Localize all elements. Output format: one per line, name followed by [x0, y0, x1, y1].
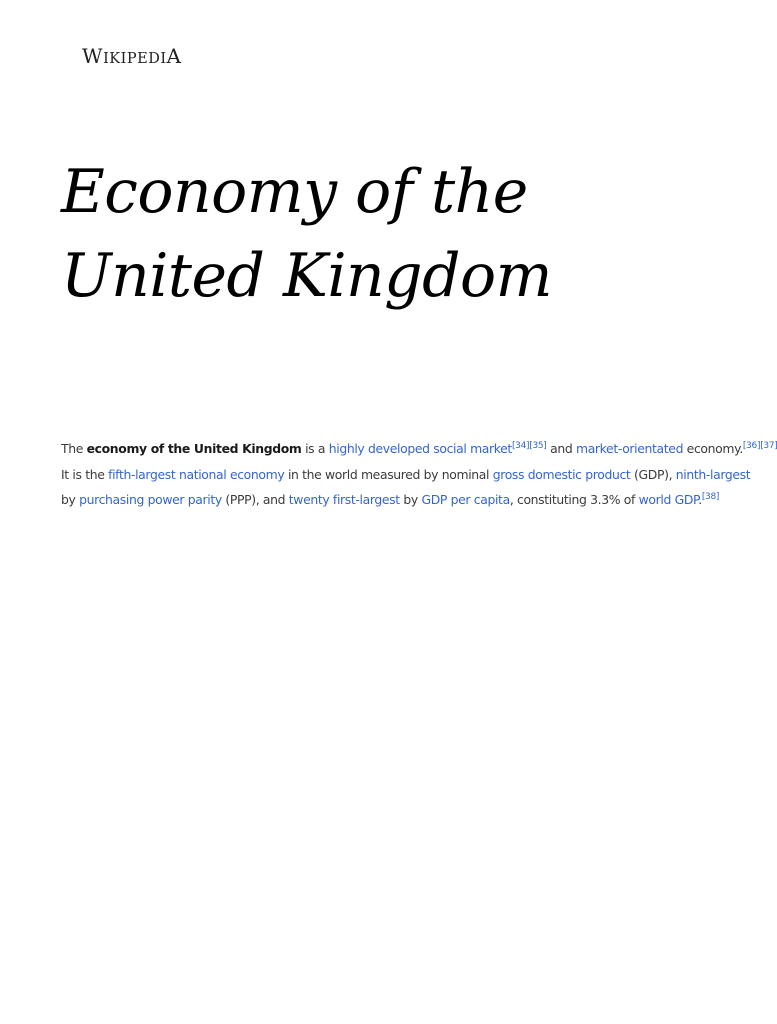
- citation-group-34-35: [512, 441, 547, 451]
- citation-36[interactable]: [36]: [742, 441, 761, 451]
- link-gross-domestic-product[interactable]: gross domestic product: [492, 466, 631, 482]
- link-twenty-first-largest[interactable]: twenty first-largest: [288, 492, 400, 507]
- citation-group-38: [702, 492, 719, 502]
- lead-text: and: [546, 441, 576, 456]
- article-lead-paragraph: [61, 436, 777, 513]
- link-gdp-per-capita[interactable]: GDP per capita: [421, 492, 510, 507]
- link-highly-developed-social-market[interactable]: highly developed social market: [328, 441, 512, 456]
- lead-text: The: [61, 441, 87, 456]
- link-ninth-largest[interactable]: ninth-largest: [675, 466, 751, 482]
- link-market-orientated[interactable]: market-orientated: [575, 441, 684, 456]
- citation-35[interactable]: [35]: [529, 441, 547, 451]
- wordmark-first-letter: W: [82, 44, 104, 68]
- wikipedia-wordmark-link[interactable]: [82, 44, 182, 68]
- lead-line-2: [61, 462, 751, 488]
- lead-line-1: [61, 436, 777, 462]
- page-title-line2: United Kingdom: [61, 241, 552, 311]
- lead-text: by: [399, 492, 422, 507]
- page-title-line1: Economy of the: [61, 157, 528, 227]
- lead-bold-subject: economy of the United Kingdom: [86, 441, 302, 456]
- citation-group-36-37: [743, 441, 777, 451]
- wordmark-middle: IKIPEDI: [103, 51, 167, 67]
- link-fifth-largest-national-economy[interactable]: fifth-largest national economy: [108, 466, 285, 482]
- lead-text: is a: [301, 441, 329, 456]
- lead-text: (GDP),: [630, 466, 676, 482]
- lead-text: .: [698, 492, 702, 507]
- lead-text: by: [61, 492, 80, 507]
- lead-text: (PPP), and: [221, 492, 289, 507]
- lead-line-3: [61, 487, 720, 513]
- citation-38[interactable]: [38]: [701, 492, 720, 502]
- citation-34[interactable]: [34]: [511, 441, 530, 451]
- lead-text: economy.: [683, 441, 743, 456]
- link-purchasing-power-parity[interactable]: purchasing power parity: [79, 492, 222, 507]
- lead-text: It is the: [61, 466, 109, 482]
- page-title: [61, 150, 721, 318]
- citation-37[interactable]: [37]: [760, 441, 777, 451]
- link-world-gdp[interactable]: world GDP: [638, 492, 699, 507]
- lead-text: in the world measured by nominal: [284, 466, 493, 482]
- wordmark-last-letter: A: [166, 44, 182, 68]
- lead-text: , constituting 3.3% of: [509, 492, 639, 507]
